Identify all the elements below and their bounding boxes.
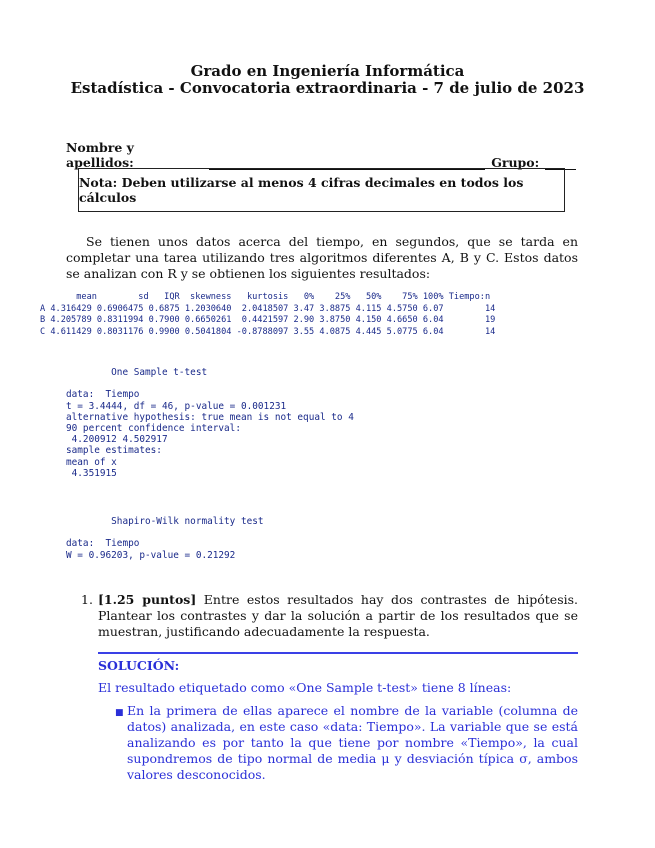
question-body: Entre estos resultados hay dos contrastes de hipótesis. Plantear los contrastes y dar la solución a partir de los resultados que se muestran, justificando adecuadamente la respuesta. [98,592,578,639]
solution-bullet-1: En la primera de ellas aparece el nombre de la variable (columna de datos) analizada, en este caso «data: Tiempo». La variable que se está analizando es por tanto la que tiene por nombre «Tiempo», la cual supondremos de tipo normal de media μ y desviación típica σ, ambos valores desconocidos. [127,703,578,782]
intro-paragraph: Se tienen unos datos acerca del tiempo, en segundos, que se tarda en completar una tarea utilizando tres algoritmos diferentes A, B y C. Estos datos se analizan con R y se obtienen los siguientes resultados: [66,234,578,281]
bullet-square-icon: ■ [115,708,124,718]
name-group-row [66,140,576,170]
r-shapiro-output: Shapiro-Wilk normality test data: Tiempo W = 0.96203, p-value = 0.21292 [66,516,264,561]
question-number: 1. [81,592,93,607]
question-points: [1.25 puntos] [98,592,197,607]
solution-heading: SOLUCIÓN: [98,658,180,673]
solution-intro: El resultado etiquetado como «One Sample t-test» tiene 8 líneas: [98,680,512,695]
course-title: Grado en Ingeniería Informática [190,62,465,80]
name-label: Nombre y apellidos: [66,140,134,170]
note-box [78,168,565,212]
question-text [98,592,578,640]
r-ttest-output: One Sample t-test data: Tiempo t = 3.4444, df = 46, p-value = 0.001231 alternative hypothesis: true mean is not equal to 4 90 percent confidence interval: 4.200912 4.502917 sample estimates: mean of x 4.351915 [66,367,354,479]
solution-divider [98,652,578,654]
group-label: Grupo: [491,155,540,170]
exam-title: Estadística - Convocatoria extraordinaria - 7 de julio de 2023 [70,79,585,97]
note-text: Nota: Deben utilizarse al menos 4 cifras decimales en todos los cálculos [79,175,524,205]
r-summary-table: mean sd IQR skewness kurtosis 0% 25% 50% 75% 100% Tiempo:n A 4.316429 0.6906475 0.6875 1.2030640 2.0418507 3.47 3.8875 4.115 4.5750 6.07 14 B 4.205789 0.8311994 0.7900 0.6650261 0.4421597 2.90 3.8750 4.150 4.6650 6.04 19 C 4.611429 0.8031176 0.9900 0.5041804 -0.8788097 3.55 4.0875 4.445 5.0775 6.04 14 [40,292,496,337]
